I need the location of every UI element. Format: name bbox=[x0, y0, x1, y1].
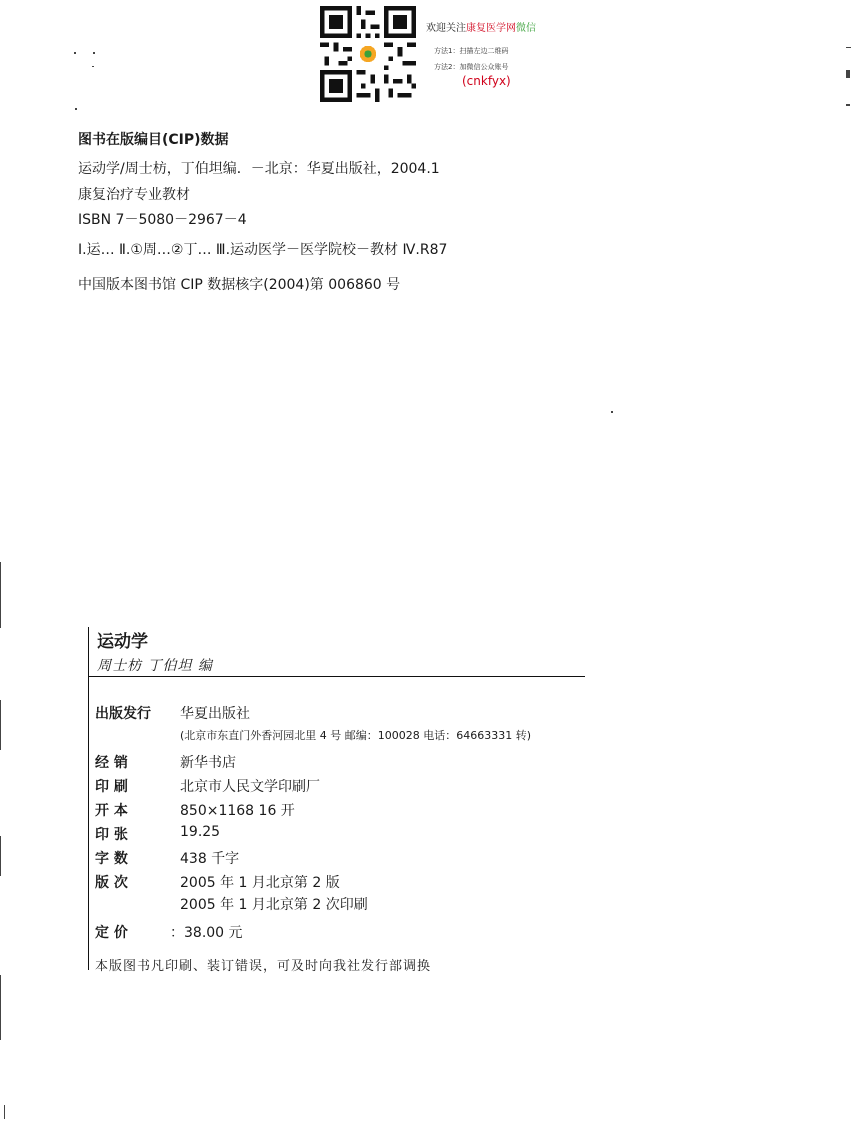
scan-speck bbox=[846, 47, 851, 48]
scan-edge bbox=[4, 1105, 5, 1119]
scan-speck bbox=[846, 70, 850, 78]
scan-edge bbox=[0, 700, 1, 750]
publisher-value: 华夏出版社 bbox=[180, 706, 250, 722]
scan-speck bbox=[846, 104, 850, 106]
edition-value: 2005 年 1 月北京第 2 版 bbox=[180, 875, 340, 891]
printer-value: 北京市人民文学印刷厂 bbox=[180, 779, 320, 795]
format-label: 开 本 bbox=[95, 803, 128, 819]
cip-line: ISBN 7－5080－2967－4 bbox=[78, 212, 247, 228]
qr-promo-headline: 欢迎关注康复医学网微信 bbox=[426, 23, 536, 34]
scan-speck bbox=[74, 52, 76, 54]
distributor-value: 新华书店 bbox=[180, 755, 236, 771]
scan-speck bbox=[75, 108, 77, 110]
printing-value: 2005 年 1 月北京第 2 次印刷 bbox=[180, 897, 368, 913]
scan-speck bbox=[93, 52, 95, 54]
distributor-label: 经 销 bbox=[95, 755, 128, 771]
price-value: ：38.00 元 bbox=[170, 925, 243, 941]
sheets-value: 19.25 bbox=[180, 824, 221, 840]
imprint-left-rule bbox=[88, 677, 89, 970]
qr-method-2: 方法2：加微信公众账号 bbox=[434, 63, 509, 71]
publisher-address: (北京市东直门外香河园北里 4 号 邮编：100028 电话：64663331 转) bbox=[180, 729, 532, 742]
printer-label: 印 刷 bbox=[95, 779, 128, 795]
wordcount-value: 438 千字 bbox=[180, 851, 240, 867]
scan-edge bbox=[0, 836, 1, 876]
book-authors: 周士枋 丁伯坦 编 bbox=[97, 658, 213, 674]
cip-line: Ⅰ.运… Ⅱ.①周…②丁… Ⅲ.运动医学－医学院校－教材 Ⅳ.R87 bbox=[78, 242, 448, 258]
scan-edge bbox=[0, 975, 1, 1040]
scan-edge bbox=[0, 562, 1, 628]
cip-line: 运动学/周士枋，丁伯坦编．－北京：华夏出版社，2004.1 bbox=[78, 161, 440, 177]
price-label: 定 价 bbox=[95, 925, 128, 941]
qr-method-1: 方法1：扫描左边二维码 bbox=[434, 47, 509, 55]
replacement-notice: 本版图书凡印刷、装订错误，可及时向我社发行部调换 bbox=[95, 959, 432, 974]
edition-label: 版 次 bbox=[95, 875, 128, 891]
format-value: 850×1168 16 开 bbox=[180, 803, 295, 819]
book-title: 运动学 bbox=[97, 632, 148, 652]
publisher-label: 出版发行 bbox=[95, 706, 151, 722]
imprint-left-rule bbox=[88, 627, 89, 677]
cip-line: 康复治疗专业教材 bbox=[78, 187, 190, 203]
imprint-divider bbox=[88, 676, 585, 677]
wechat-account: (cnkfyx) bbox=[462, 74, 511, 88]
wordcount-label: 字 数 bbox=[95, 851, 128, 867]
cip-title: 图书在版编目(CIP)数据 bbox=[78, 132, 229, 148]
cip-line: 中国版本图书馆 CIP 数据核字(2004)第 006860 号 bbox=[78, 277, 401, 293]
scan-speck bbox=[611, 411, 613, 413]
sheets-label: 印 张 bbox=[95, 827, 128, 843]
qr-code-icon bbox=[320, 6, 416, 102]
scan-speck bbox=[92, 66, 94, 67]
